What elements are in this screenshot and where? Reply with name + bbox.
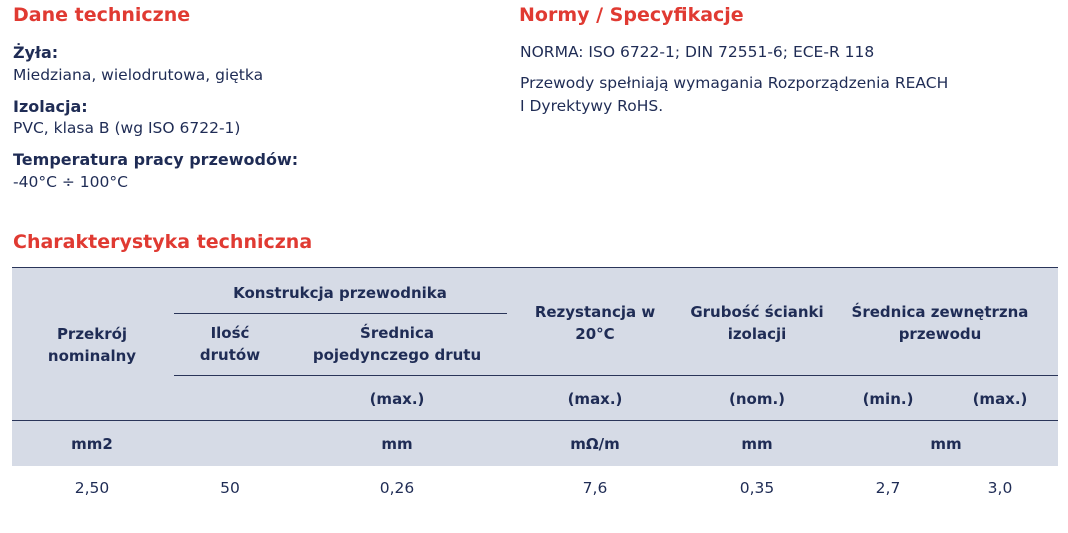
unit-drut: mm xyxy=(381,435,413,453)
norma-text: NORMA: ISO 6722-1; DIN 72551-6; ECE-R 118 xyxy=(520,43,875,61)
cell-przekroj: 2,50 xyxy=(74,479,110,497)
zyla-value: Miedziana, wielodrutowa, giętka xyxy=(13,66,264,84)
izolacja-label: Izolacja: xyxy=(13,97,88,116)
unit-zew: mm xyxy=(930,435,962,453)
qual-drut-max: (max.) xyxy=(369,390,425,408)
temp-label: Temperatura pracy przewodów: xyxy=(13,150,299,169)
divider-units xyxy=(12,420,1058,421)
reach-text-line2: I Dyrektywy RoHS. xyxy=(520,97,664,115)
cell-srednica: 0,26 xyxy=(379,479,415,497)
izolacja-value: PVC, klasa B (wg ISO 6722-1) xyxy=(13,119,241,137)
tech-title: Dane techniczne xyxy=(13,4,191,26)
cell-rezystancja: 7,6 xyxy=(582,479,608,497)
divider-konstrukcja xyxy=(174,313,507,314)
spec-table-header xyxy=(12,267,1058,466)
header-grubosc: Grubość ścianki izolacji xyxy=(690,303,824,343)
temp-value: -40°C ÷ 100°C xyxy=(13,173,128,191)
header-przekroj: Przekrój nominalny xyxy=(47,325,137,365)
header-konstrukcja: Konstrukcja przewodnika xyxy=(233,284,447,302)
unit-przekroj: mm2 xyxy=(71,435,113,453)
divider-subheader xyxy=(174,375,1058,376)
cell-min: 2,7 xyxy=(875,479,901,497)
qual-zew-max: (max.) xyxy=(972,390,1028,408)
cell-grubosc: 0,35 xyxy=(739,479,775,497)
qual-rez-max: (max.) xyxy=(567,390,623,408)
unit-grub: mm xyxy=(741,435,773,453)
zyla-label: Żyła: xyxy=(13,43,59,62)
header-srednica-drutu: Średnica pojedynczego drutu xyxy=(312,324,482,364)
unit-rez: mΩ/m xyxy=(570,435,620,453)
table-title: Charakterystyka techniczna xyxy=(13,231,313,253)
norms-title: Normy / Specyfikacje xyxy=(519,4,744,26)
header-srednica-zewn: Średnica zewnętrzna przewodu xyxy=(851,303,1029,343)
header-rezystancja: Rezystancja w 20°C xyxy=(534,303,656,343)
qual-zew-min: (min.) xyxy=(862,390,914,408)
qual-grub-nom: (nom.) xyxy=(728,390,786,408)
cell-max: 3,0 xyxy=(987,479,1013,497)
reach-text-line1: Przewody spełniają wymagania Rozporządzenia REACH xyxy=(520,74,949,92)
cell-ilosc: 50 xyxy=(220,479,240,497)
header-ilosc: Ilość drutów xyxy=(199,324,261,364)
